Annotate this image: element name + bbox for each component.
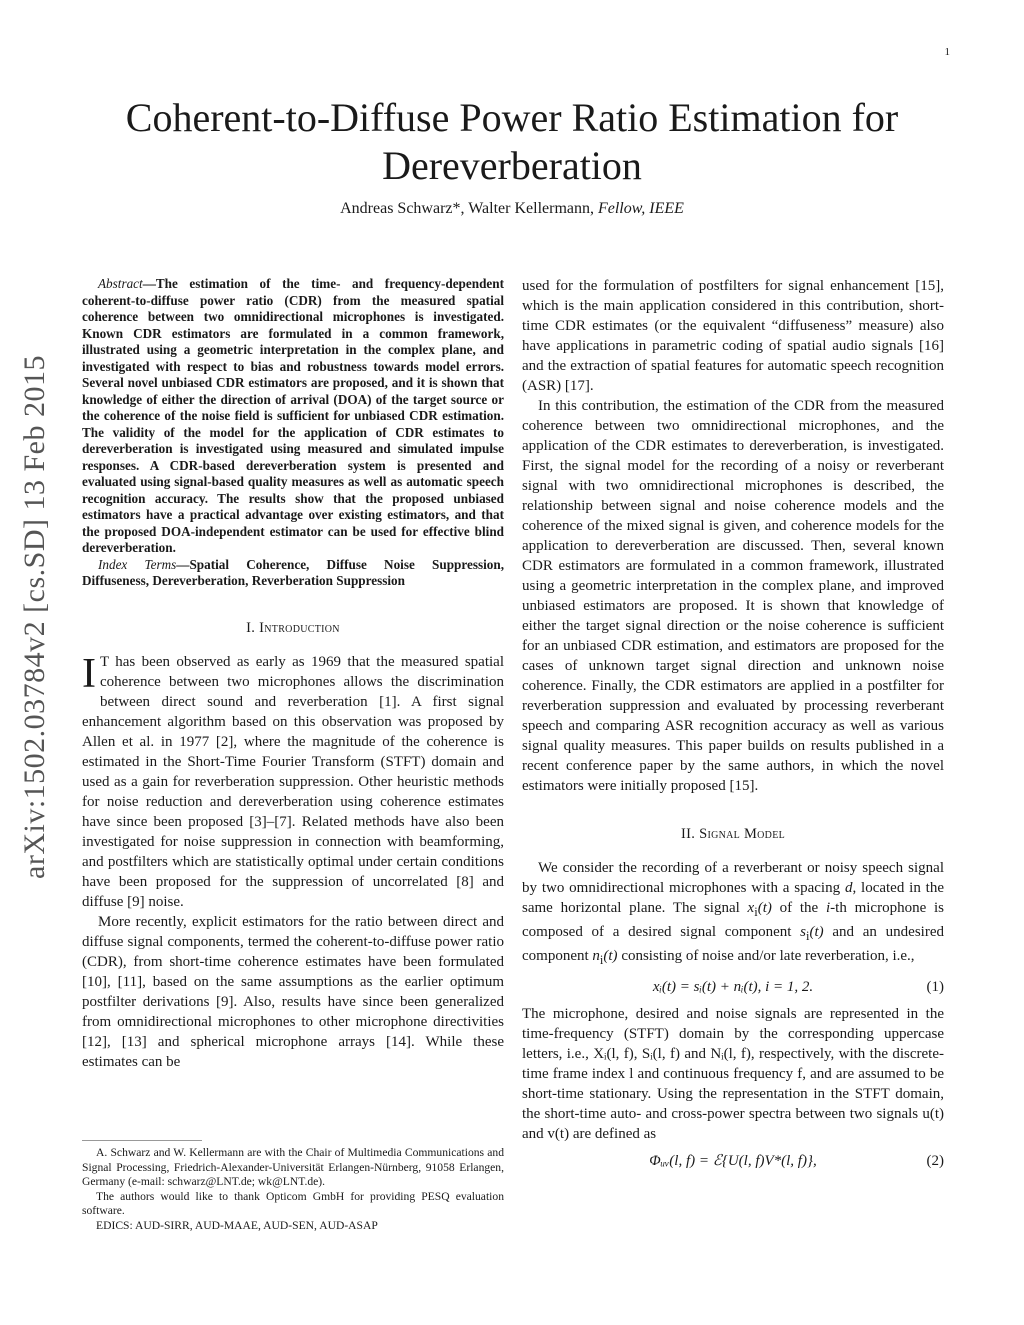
footnotes xyxy=(82,1146,504,1233)
sm-p1-c: of the xyxy=(771,900,826,916)
intro-paragraph-2: More recently, explicit estimators for the ratio between direct and diffuse signal components, termed the coherent-to-diffuse power ratio (CDR), from short-time coherence estimates have been formulated [10], [11], based on the same assumptions as the earlier optimum postfilter derivations [9]. Also, results have since been generalized from omnidirectional microphones to other microphone directivities [12], [13] and spherical microphone arrays [14]. While these estimates can be xyxy=(82,913,504,1070)
section1-title: Introduction xyxy=(259,619,340,636)
index-terms xyxy=(82,557,504,590)
sm-p1-xi-sym: x xyxy=(747,900,755,916)
index-terms-text: —Spatial Coherence, Diffuse Noise Suppression, Diffuseness, Dereverberation, Reverberation Suppression xyxy=(82,556,504,588)
sm-p1-b: , located in the same horizontal plane. The signal xyxy=(522,880,944,916)
section2-title: Signal Model xyxy=(699,826,786,842)
signal-model-paragraph-2: The microphone, desired and noise signals are represented in the time-frequency (STFT) domain by the corresponding uppercase letters, i.e., Xᵢ(l, f), Sᵢ(l, f) and Nᵢ(l, f), respectively, with the discrete-time frame index l and continuous frequency f, and are assumed to be short-time stationary. Using the representation in the STFT domain, the short-time auto- and cross-power spectra between two signals u(t) and v(t) are defined as xyxy=(522,1006,944,1142)
section-heading-introduction xyxy=(82,618,504,638)
sm-p1-ni: $n_i(t)$ xyxy=(592,948,618,967)
sm-p1-i: i xyxy=(825,900,831,916)
equation-2-number: (2) xyxy=(926,1153,944,1169)
section1-numeral: I. xyxy=(246,619,260,636)
author-fellowship: Fellow, IEEE xyxy=(597,200,684,217)
author-names: Andreas Schwarz*, Walter Kellermann, xyxy=(340,200,594,217)
footnote-affiliation: A. Schwarz and W. Kellermann are with the Chair of Multimedia Communications and Signal Processing, Friedrich-Alexander-Universität Erlangen-Nürnberg, 91058 Erlangen, Germany (e-mail: schwarz@LNT.de; wk@LNT.de). xyxy=(82,1146,504,1188)
sm-p1-d: d xyxy=(844,880,853,896)
arxiv-stamp: arXiv:1502.03784v2 [cs.SD] 13 Feb 2015 xyxy=(18,355,51,879)
left-column xyxy=(82,276,504,1072)
drop-cap: I xyxy=(82,650,96,697)
equation-1 xyxy=(522,970,944,1004)
footnote-edics: EDICS: AUD-SIRR, AUD-MAAE, AUD-SEN, AUD-ASAP xyxy=(96,1218,378,1232)
section2-numeral: II. xyxy=(680,826,700,842)
intro-paragraph-1 xyxy=(82,652,504,912)
sm-p1-si: $s_i(t)$ xyxy=(800,924,824,943)
sm-p1-f: and an undesired component xyxy=(522,924,944,964)
paper-title: Coherent-to-Diffuse Power Ratio Estimation for Dereverberation xyxy=(125,95,899,188)
abstract-label: Abstract xyxy=(98,276,143,291)
signal-model-paragraph-1 xyxy=(522,858,944,970)
sm-p1-si-sym: s xyxy=(800,924,806,940)
sm-p1-a: We consider the recording of a reverberant or noisy speech signal by two omnidirectional microphones with a spacing xyxy=(522,860,944,896)
sm-p1-ni-sym: n xyxy=(592,948,600,964)
index-terms-label: Index Terms xyxy=(98,556,177,572)
equation-1-expr: xᵢ(t) = sᵢ(t) + nᵢ(t), i = 1, 2. xyxy=(652,979,814,995)
footnote-thanks: The authors would like to thank Opticom GmbH for providing PESQ evaluation software. xyxy=(82,1189,504,1217)
abstract xyxy=(82,276,504,557)
section-heading-signal-model xyxy=(522,824,944,844)
intro-p1-text: T has been observed as early as 1969 that the measured spatial coherence between two microphones allows the discrimination between direct sound and reverberation [1]. A first signal enhancement algorithm based on this observation was proposed by Allen et al. in 1977 [2], where the magnitude of the coherence is estimated in the Short-Time Fourier Transform (STFT) domain and used as a gain for reverberation suppression. Other heuristic methods for noise reduction and dereverberation using coherence estimates have since been proposed [3]–[7]. Related methods have also been investigated for noise suppression in connection with beamforming, and postfilters which are statistically optimal under certain conditions have been proposed for the suppression of uncorrelated [8] and diffuse [9] noise. xyxy=(82,653,504,910)
right-column xyxy=(522,276,944,1178)
author-line xyxy=(80,200,944,218)
intro-paragraph-4: In this contribution, the estimation of the CDR from the measured coherence between two omnidirectional microphones, and the application of the CDR estimates to dereverberation, is investigated. First, the signal model for the recording of a noisy or reverberant signal with two omnidirectional microphones is described, the relationship between signal and noise coherence models and the coherence of the mixed signal is given, and coherence models for the application to dereverberation are discussed. Then, several known CDR estimators are formulated in a common framework, illustrated using a geometric interpretation in the complex plane, and improved unbiased estimators are proposed. It is shown that knowledge of either the target signal direction or the noise coherence is sufficient for an unbiased CDR estimation, and estimators are proposed for the cases of unknown target signal direction and unknown noise coherence. Finally, the CDR estimators are applied in a postfilter for reverberation suppression and evaluated by processing reverberant speech and comparing ASR recognition accuracy as well as various signal quality measures. This paper builds on results published in a recent conference paper by the same authors, in which the novel estimators were initially proposed [15]. xyxy=(522,398,944,794)
equation-2 xyxy=(522,1144,944,1178)
sm-p1-e: -th microphone is composed of a desired signal component xyxy=(522,900,944,940)
footnote-rule xyxy=(82,1140,202,1141)
sm-p1-g: consisting of noise and/or late reverberation, i.e., xyxy=(617,948,915,964)
sm-p1-xi: $x_i(t)$ xyxy=(747,900,772,919)
intro-paragraph-3: used for the formulation of postfilters for signal enhancement [15], which is the main application considered in this contribution, short-time CDR estimates (or the equivalent “diffuseness” measure) also have applications in parametric coding of spatial audio signals [16] and the extraction of spatial features for automatic speech recognition (ASR) [17]. xyxy=(522,278,944,394)
equation-2-expr: Φᵤᵥ(l, f) = ℰ{U(l, f)V*(l, f)}, xyxy=(649,1153,817,1169)
abstract-text: —The estimation of the time- and frequency-dependent coherent-to-diffuse power ratio (CDR) from the measured spatial coherence between two omnidirectional microphones is investigated. Known CDR estimators are formulated in a common framework, illustrated using a geometric interpretation in the complex plane, and investigated with respect to bias and robustness towards model errors. Several novel unbiased CDR estimators are proposed, and it is shown that knowledge of either the direction of arrival (DOA) of the target source or the coherence of the noise field is sufficient for unbiased CDR estimation. The validity of the model for the application of CDR estimates to dereverberation is investigated using measured and simulated impulse responses. A CDR-based dereverberation system is presented and evaluated using signal-based quality measures as well as automatic speech recognition accuracy. The results show that the proposed unbiased estimators have a practical advantage over existing estimators, and that the proposed DOA-independent estimator can be used for effective blind dereverberation. xyxy=(82,276,504,555)
page-number: 1 xyxy=(944,46,950,58)
equation-1-number: (1) xyxy=(926,979,944,995)
